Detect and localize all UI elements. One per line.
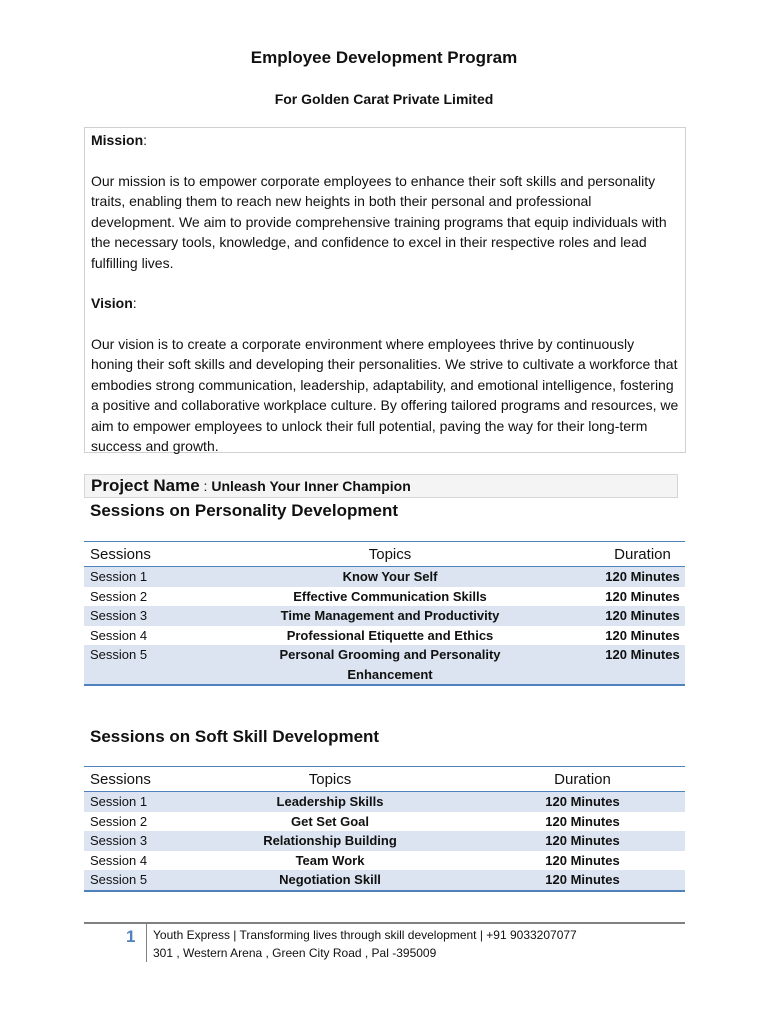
project-name-label: Project Name <box>91 476 200 495</box>
softskill-table <box>84 766 685 892</box>
topic-cell: Personal Grooming and Personality Enhancement <box>180 645 600 685</box>
column-header-duration: Duration <box>480 767 685 792</box>
table-row <box>84 831 685 851</box>
page-number: 1 <box>126 927 136 946</box>
table-row <box>84 645 685 685</box>
duration-cell: 120 Minutes <box>480 831 685 851</box>
session-cell: Session 2 <box>90 588 148 604</box>
session-cell: Session 4 <box>90 852 148 868</box>
vision-text: Our vision is to create a corporate environment where employees thrive by continuously honing their soft skills and developing their personalities. We strive to cultivate a workforce that embodies strong communication, leadership, adaptability, and emotional intelligence, fostering a positive and collaborative workplace culture. By offering tailored programs and resources, we aim to empower employees to unlock their full potential, paving the way for their long-term success and growth. <box>91 335 679 454</box>
duration-cell: 120 Minutes <box>545 852 620 868</box>
table-row <box>84 587 685 607</box>
mission-heading <box>91 130 679 151</box>
footer-rule <box>84 922 685 924</box>
mission-vision-box <box>84 127 686 453</box>
table-row <box>84 870 685 891</box>
topic-cell: Time Management and Productivity <box>180 606 600 626</box>
table-row <box>84 792 685 812</box>
mission-colon: : <box>143 132 148 148</box>
topic-cell: Effective Communication Skills <box>293 588 487 604</box>
column-header-topics: Topics <box>180 542 600 567</box>
column-header-topics: Topics <box>180 767 480 792</box>
session-cell: Session 1 <box>84 567 180 587</box>
duration-cell: 120 Minutes <box>480 792 685 812</box>
mission-text: Our mission is to empower corporate employees to enhance their soft skills and personality traits, enabling them to reach new heights in both their personal and professional development. We aim to provide comprehensive training programs that equip individuals with the necessary tools, knowledge, and confidence to excel in their respective roles and lead fulfilling lives. <box>91 172 667 271</box>
duration-cell: 120 Minutes <box>600 606 685 626</box>
personality-heading: Sessions on Personality Development <box>90 501 398 520</box>
session-cell: Session 1 <box>84 792 180 812</box>
footer-divider <box>146 924 147 962</box>
duration-cell: 120 Minutes <box>545 813 620 829</box>
topic-cell: Professional Etiquette and Ethics <box>286 627 494 643</box>
footer-line-2: 301 , Western Arena , Green City Road , Pal -395009 <box>153 946 437 960</box>
topic-cell: Get Set Goal <box>290 813 370 829</box>
session-cell: Session 5 <box>84 870 180 891</box>
topic-cell: Leadership Skills <box>180 792 480 812</box>
column-header-sessions: Sessions <box>84 542 180 567</box>
duration-cell: 120 Minutes <box>600 645 685 685</box>
vision-heading <box>91 293 679 314</box>
topic-cell: Relationship Building <box>180 831 480 851</box>
table-row <box>84 626 685 646</box>
vision-colon: : <box>132 295 137 311</box>
session-cell: Session 3 <box>84 831 180 851</box>
column-header-sessions: Sessions <box>84 767 180 792</box>
footer-text <box>153 926 577 962</box>
table-row <box>84 567 685 587</box>
duration-cell: 120 Minutes <box>480 870 685 891</box>
document-subtitle: For Golden Carat Private Limited <box>274 91 494 107</box>
duration-cell: 120 Minutes <box>605 627 680 643</box>
project-name-separator: : <box>199 478 212 494</box>
footer-line-1: Youth Express | Transforming lives through skill development | +91 9033207077 <box>153 928 577 942</box>
table-header-row <box>84 767 685 792</box>
topic-cell: Know Your Self <box>180 567 600 587</box>
table-row <box>84 606 685 626</box>
softskill-heading: Sessions on Soft Skill Development <box>90 727 380 746</box>
mission-label: Mission <box>91 132 144 148</box>
topic-cell: Team Work <box>295 852 365 868</box>
vision-label: Vision <box>91 295 133 311</box>
session-cell: Session 3 <box>84 606 180 626</box>
duration-cell: 120 Minutes <box>600 567 685 587</box>
table-row <box>84 851 685 871</box>
personality-table <box>84 541 685 686</box>
session-cell: Session 2 <box>90 813 148 829</box>
project-name-bar <box>84 474 678 498</box>
duration-cell: 120 Minutes <box>605 588 680 604</box>
table-row <box>84 812 685 832</box>
column-header-duration: Duration <box>600 542 685 567</box>
topic-cell: Negotiation Skill <box>180 870 480 891</box>
session-cell: Session 5 <box>84 645 180 685</box>
document-title: Employee Development Program <box>250 48 518 67</box>
project-name-value: Unleash Your Inner Champion <box>211 478 411 494</box>
session-cell: Session 4 <box>90 627 148 643</box>
table-header-row <box>84 542 685 567</box>
